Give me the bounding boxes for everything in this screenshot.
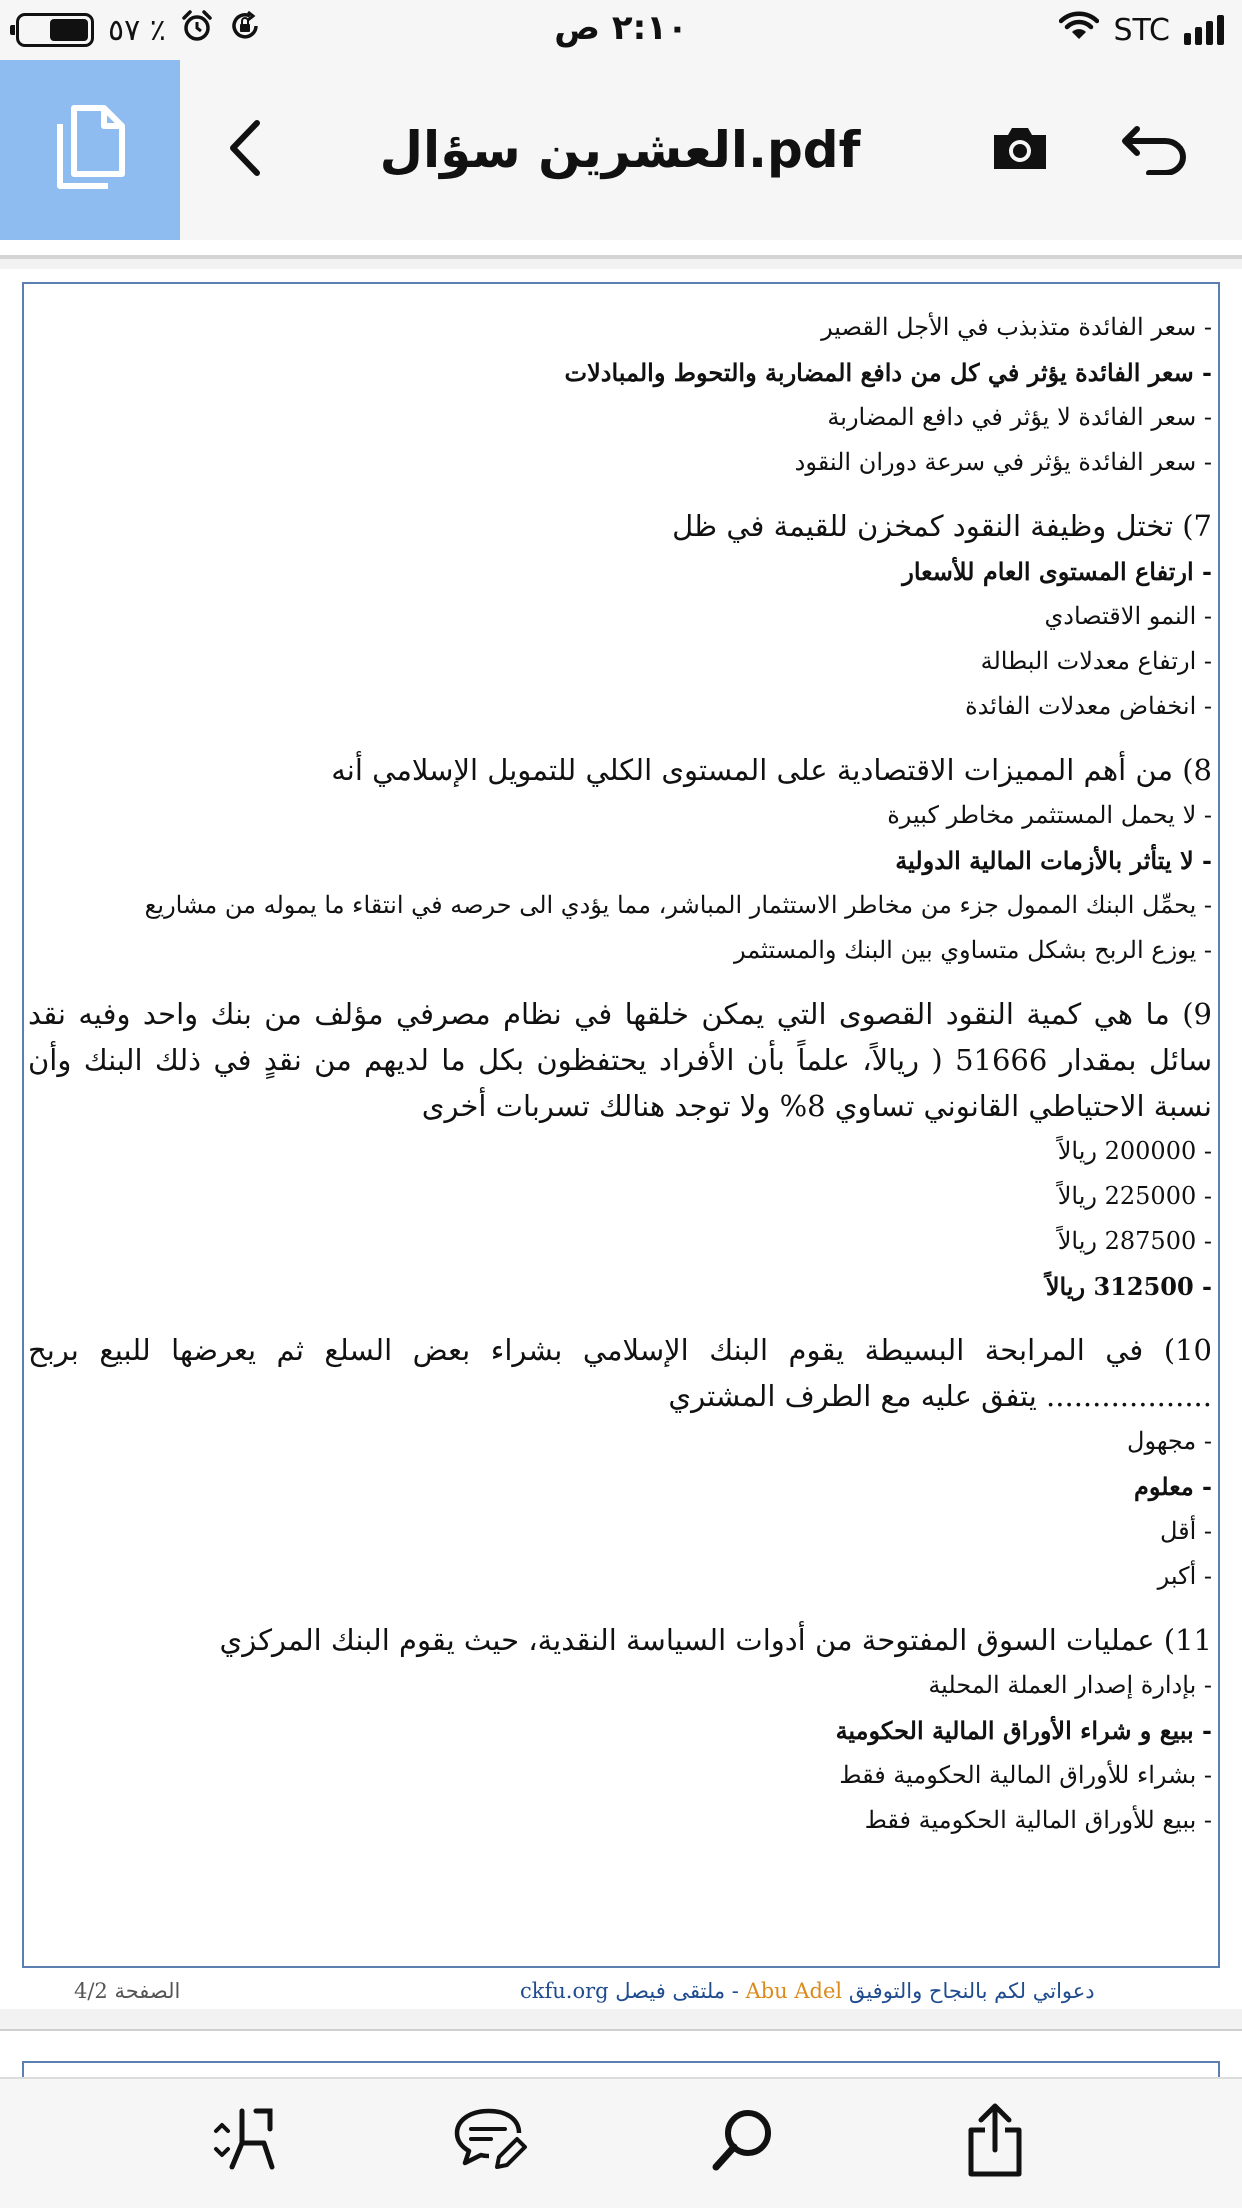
signal-bar: [1184, 33, 1191, 45]
answer-option: - انخفاض معدلات الفائدة: [965, 692, 1212, 720]
answer-option: - 225000 ريالاً: [1057, 1182, 1212, 1210]
search-button[interactable]: [698, 2097, 788, 2187]
back-button[interactable]: [210, 110, 280, 190]
undo-button[interactable]: [1110, 115, 1200, 185]
question-text: 7) تختل وظيفة النقود كمخزن للقيمة في ظل: [672, 509, 1212, 543]
answer-option: - يحمِّل البنك الممول جزء من مخاطر الاستثمار المباشر، مما يؤدي الى حرصه في انتقاء ما يموله من مشاريع: [144, 891, 1212, 919]
camera-button[interactable]: [980, 115, 1060, 185]
question-text: 11) عمليات السوق المفتوحة من أدوات السياسة النقدية، حيث يقوم البنك المركزي: [219, 1623, 1212, 1657]
answer-option-correct: - معلوم: [1134, 1472, 1212, 1501]
comment-button[interactable]: [446, 2097, 536, 2187]
chevron-left-icon: [225, 118, 265, 182]
answer-option: - بإدارة إصدار العملة المحلية: [928, 1671, 1212, 1699]
answer-option-correct: - لا يتأثر بالأزمات المالية الدولية: [895, 846, 1212, 875]
share-icon: [965, 2102, 1025, 2182]
answer-option-correct: - ارتفاع المستوى العام للأسعار: [902, 557, 1212, 586]
scissors-transfer-icon: [212, 2105, 282, 2179]
page-number: الصفحة 4/2: [74, 1979, 181, 2003]
wifi-icon: [1059, 10, 1099, 50]
signal-bar: [1217, 15, 1224, 45]
status-right-group: [1059, 8, 1224, 52]
comment-edit-icon: [453, 2105, 529, 2179]
signal-icon: [1184, 15, 1224, 45]
footer-credit-author: Abu Adel: [745, 1979, 843, 2003]
camera-icon: [990, 123, 1050, 177]
answer-option: - لا يحمل المستثمر مخاطر كبيرة: [887, 801, 1212, 829]
status-time: ٢:١٠ ص: [554, 8, 688, 48]
footer-credit: [520, 1979, 1095, 2003]
page-footer: [0, 1979, 1242, 2009]
status-bar: [0, 0, 1242, 60]
answer-option: - 287500 ريالاً: [1057, 1227, 1212, 1255]
undo-icon: [1119, 121, 1191, 179]
footer-credit-suffix: - ملتقى فيصل ckfu.org: [520, 1979, 739, 2003]
answer-option: - أقل: [1159, 1517, 1212, 1545]
answer-option: - ببيع للأوراق المالية الحكومية فقط: [864, 1806, 1212, 1834]
signal-bar: [1195, 27, 1202, 45]
document-title: العشرين سؤال.pdf: [379, 121, 861, 179]
bottom-toolbar: [0, 2077, 1242, 2208]
carrier-name: STC: [1113, 12, 1170, 48]
question-text: 9) ما هي كمية النقود القصوى التي يمكن خلقها في نظام مصرفي مؤلف من بنك واحد وفيه نقد سائل بمقدار 51666 ( ريالاً، علماً بأن الأفراد يحتفظون بكل ما لديهم من نقدٍ في ذلك البنك وأن نسبة الاحتياطي القانوني تساوي 8% ولا توجد هنالك تسربات أخرى: [28, 997, 1212, 1123]
footer-credit-prefix: دعواتي لكم بالنجاح والتوفيق: [848, 1979, 1095, 2003]
battery-percent: ٥٧ ٪: [108, 12, 166, 48]
answer-option-correct: - سعر الفائدة يؤثر في كل من دافع المضاربة والتحوط والمبادلات: [564, 358, 1212, 387]
answer-option: - سعر الفائدة لا يؤثر في دافع المضاربة: [827, 403, 1212, 431]
answer-option: - بشراء للأوراق المالية الحكومية فقط: [839, 1761, 1212, 1789]
answer-option-correct: - ببيع و شراء الأوراق المالية الحكومية: [835, 1716, 1212, 1745]
answer-option-correct: - 312500 ريالاً: [1045, 1272, 1212, 1301]
document-viewer[interactable]: [0, 259, 1242, 2077]
documents-icon: [50, 102, 130, 198]
answer-option: - مجهول: [1127, 1427, 1212, 1455]
answer-option: - ارتفاع معدلات البطالة: [980, 647, 1212, 675]
nav-bar: [0, 60, 1242, 240]
answer-option: - سعر الفائدة يؤثر في سرعة دوران النقود: [794, 448, 1212, 476]
page-content: [28, 305, 1212, 1843]
pdf-page: [0, 269, 1242, 2009]
answer-option: - يوزع الربح بشكل متساوي بين البنك والمستثمر: [734, 936, 1212, 964]
answer-option: - النمو الاقتصادي: [1044, 602, 1212, 630]
answer-option: - 200000 ريالاً: [1057, 1137, 1212, 1165]
answer-option: - سعر الفائدة متذبذب في الأجل القصير: [821, 313, 1212, 341]
answer-option: - أكبر: [1157, 1562, 1212, 1590]
question-text: 8) من أهم المميزات الاقتصادية على المستوى الكلي للتمويل الإسلامي أنه: [331, 753, 1212, 787]
transfer-button[interactable]: [202, 2097, 292, 2187]
share-button[interactable]: [950, 2097, 1040, 2187]
question-text: 10) في المرابحة البسيطة يقوم البنك الإسلامي بشراء بعض السلع ثم يعرضها للبيع بربح .................. يتفق عليه مع الطرف المشتري: [28, 1333, 1212, 1413]
search-icon: [710, 2107, 776, 2177]
documents-button[interactable]: [0, 60, 180, 240]
signal-bar: [1206, 21, 1213, 45]
